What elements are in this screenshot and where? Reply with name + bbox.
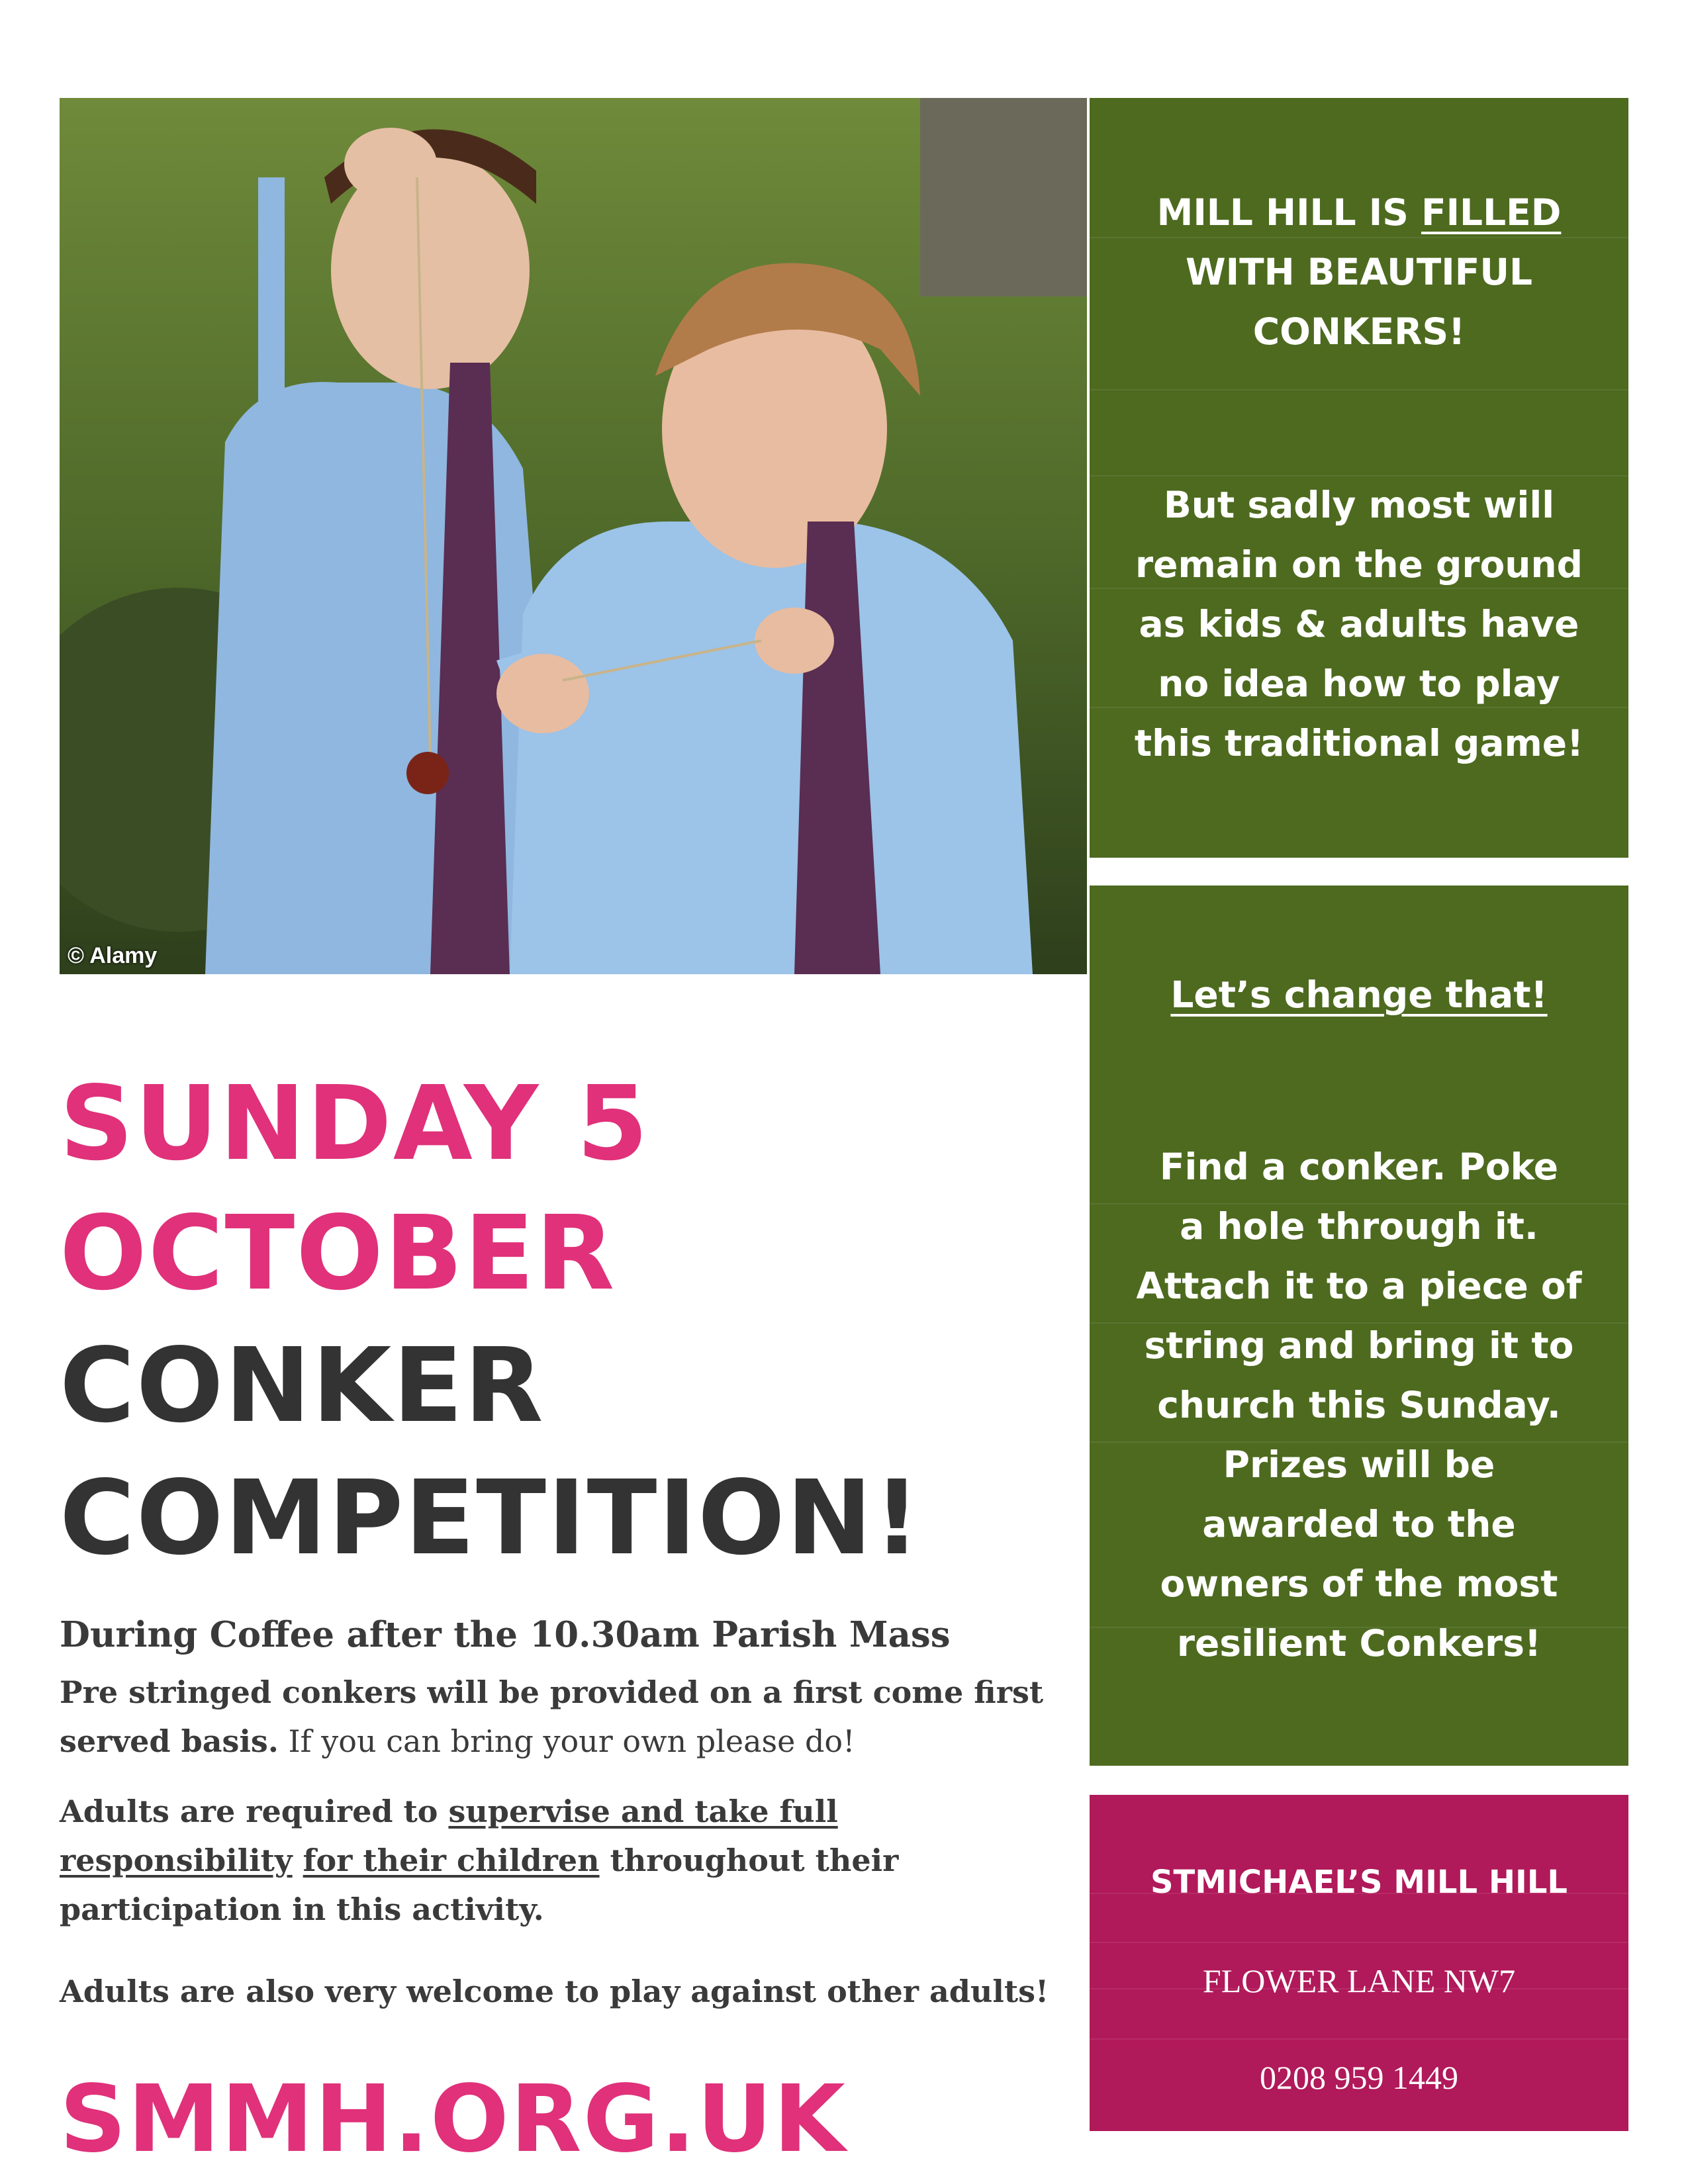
- event-time: During Coffee after the 10.30am Parish Mass: [60, 1614, 951, 1655]
- intro-para-line: remain on the ground: [1135, 543, 1583, 586]
- instructions-line: church this Sunday.: [1157, 1384, 1561, 1426]
- adults-text: [293, 1843, 303, 1878]
- instructions-line: resilient Conkers!: [1176, 1622, 1542, 1664]
- intro-headline: [1103, 183, 1615, 361]
- provided-bold: Pre stringed conkers will be provided on a first come first served basis.: [60, 1674, 1044, 1759]
- church-address: FLOWER LANE NW7: [1202, 1962, 1516, 1999]
- instructions-heading: [1103, 965, 1615, 1024]
- intro-para-line: this traditional game!: [1134, 722, 1584, 764]
- adults-underlined-1: supervise and take full responsibility: [60, 1794, 838, 1878]
- website-link[interactable]: SMMH.ORG.UK: [60, 2066, 847, 2173]
- intro-line1-underlined: FILLED: [1421, 191, 1562, 234]
- conker-photo: [60, 98, 1087, 974]
- church-name: STMICHAEL’S MILL HILL: [1150, 1864, 1568, 1901]
- intro-line3: CONKERS!: [1252, 310, 1466, 353]
- instructions-line: Prizes will be: [1223, 1443, 1495, 1486]
- instructions-line: a hole through it.: [1180, 1205, 1538, 1248]
- intro-para-line: as kids & adults have: [1139, 603, 1579, 645]
- intro-para-line: But sadly most will: [1163, 484, 1555, 526]
- intro-box: [1090, 98, 1628, 858]
- event-date-line1: SUNDAY 5: [60, 1064, 650, 1183]
- provided-paragraph: [60, 1668, 1092, 1766]
- contact-box: [1090, 1795, 1628, 2131]
- instructions-line: awarded to the: [1202, 1503, 1516, 1545]
- event-title-line1: CONKER: [60, 1326, 545, 1445]
- adults-also: Adults are also very welcome to play against other adults!: [60, 1974, 1049, 2009]
- instructions-box: [1090, 886, 1628, 1766]
- intro-para-line: no idea how to play: [1158, 662, 1560, 705]
- photo-credit: © Alamy: [68, 943, 158, 968]
- adults-paragraph: [60, 1787, 986, 1934]
- intro-line1: MILL HILL IS: [1156, 191, 1422, 234]
- instructions-line: Find a conker. Poke: [1159, 1146, 1559, 1188]
- children-playing-conkers-image: [60, 98, 1087, 974]
- instructions-line: owners of the most: [1160, 1563, 1558, 1605]
- event-title-line2: COMPETITION!: [60, 1458, 922, 1578]
- intro-paragraph: [1103, 475, 1615, 773]
- event-date-line2: OCTOBER: [60, 1193, 616, 1313]
- change-that-heading: Let’s change that!: [1170, 974, 1548, 1016]
- intro-line2: WITH BEAUTIFUL: [1185, 251, 1533, 293]
- provided-rest: If you can bring your own please do!: [278, 1723, 855, 1759]
- instructions-paragraph: [1103, 1137, 1615, 1673]
- adults-text: Adults are required to: [60, 1794, 449, 1829]
- adults-underlined-2: for their children: [303, 1843, 600, 1878]
- instructions-line: Attach it to a piece of: [1136, 1265, 1582, 1307]
- instructions-line: string and bring it to: [1144, 1324, 1574, 1367]
- adults-text: throughout their participation in this activity.: [60, 1843, 899, 1927]
- church-phone: 0208 959 1449: [1260, 2059, 1458, 2096]
